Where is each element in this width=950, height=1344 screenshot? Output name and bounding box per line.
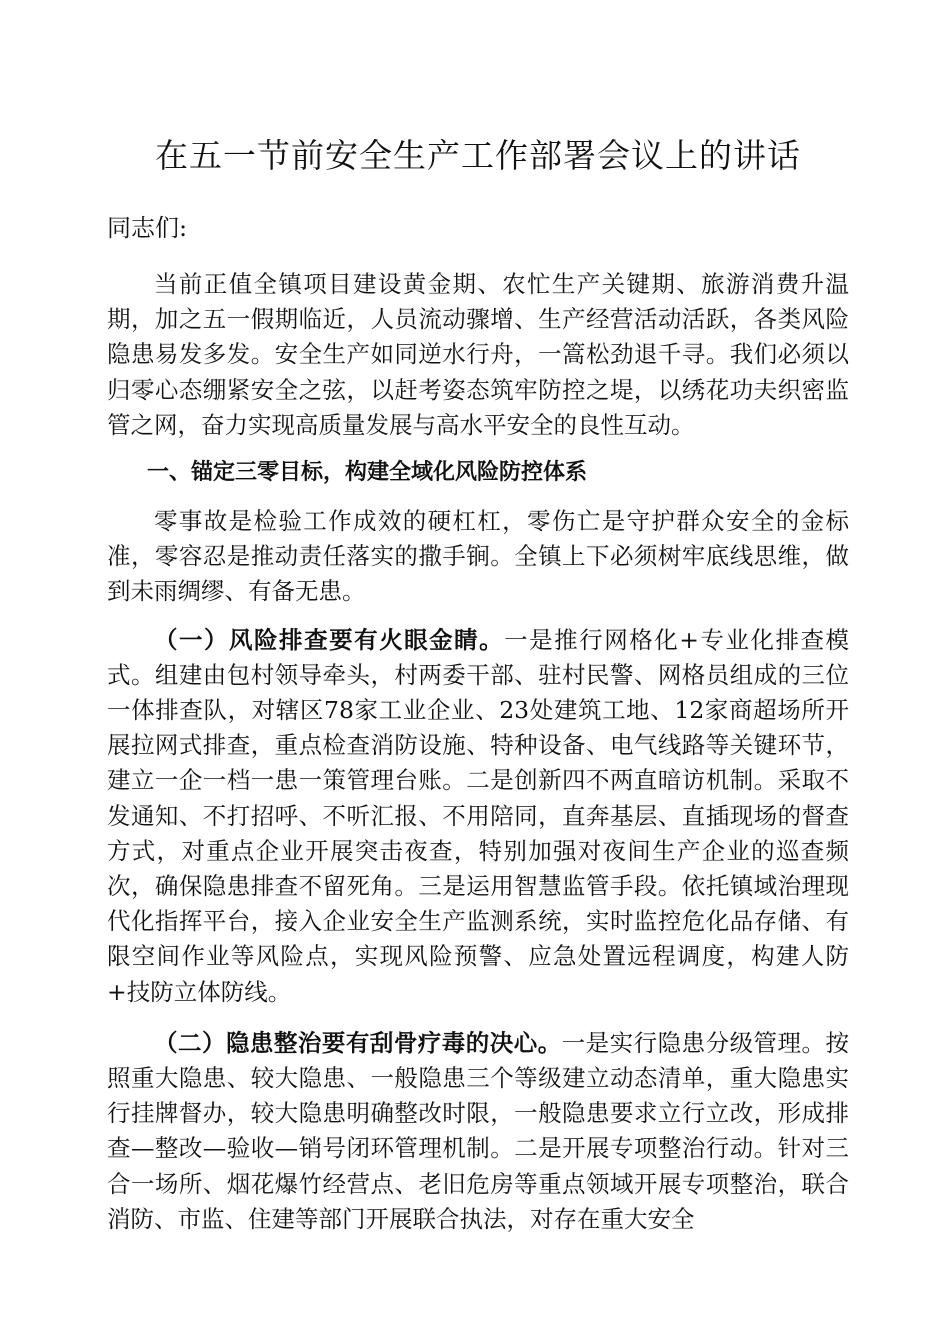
subsection-1-lead: （一）风险排查要有火眼金睛。 [154, 625, 505, 654]
intro-paragraph: 当前正值全镇项目建设黄金期、农忙生产关键期、旅游消费升温期，加之五一假期临近，人员流动骤增、生产经营活动活跃，各类风险隐患易发多发。安全生产如同逆水行舟，一篙松劲退千寻。我们必须以归零心态绷紧安全之弦，以赶考姿态筑牢防控之堤，以绣花功夫织密监管之网，奋力实现高质量发展与高水平安全的良性互动。 [107, 270, 849, 439]
greeting: 同志们: [107, 214, 188, 242]
subsection-2-lead: （二）隐患整治要有刮骨疗毒的决心。 [154, 1028, 562, 1057]
subsection-2-paragraph [107, 1026, 849, 1237]
subsection-2-body: 一是实行隐患分级管理。按照重大隐患、较大隐患、一般隐患三个等级建立动态清单，重大隐患实行挂牌督办，较大隐患明确整改时限，一般隐患要求立行立改，形成排查—整改—验收—销号闭环管理机制。二是开展专项整治行动。针对三合一场所、烟花爆竹经营点、老旧危房等重点领域开展专项整治，联合消防、市监、住建等部门开展联合执法，对存在重大安全 [107, 1028, 850, 1233]
subsection-1-paragraph [107, 623, 849, 1010]
subsection-1-body: 一是推行网格化+专业化排查模式。组建由包村领导牵头，村两委干部、驻村民警、网格员组成的三位一体排查队，对辖区78家工业企业、23处建筑工地、12家商超场所开展拉网式排查，重点检查消防设施、特种设备、电气线路等关键环节，建立一企一档一患一策管理台账。二是创新四不两直暗访机制。采取不发通知、不打招呼、不听汇报、不用陪同，直奔基层、直插现场的督查方式，对重点企业开展突击夜查，特别加强对夜间生产企业的巡查频次，确保隐患排查不留死角。三是运用智慧监管手段。依托镇域治理现代化指挥平台，接入企业安全生产监测系统，实时监控危化品存储、有限空间作业等风险点，实现风险预警、应急处置远程调度，构建人防+技防立体防线。 [107, 625, 849, 1006]
document-title: 在五一节前安全生产工作部署会议上的讲话 [155, 136, 801, 175]
section-1-heading: 一、锚定三零目标，构建全域化风险防控体系 [147, 460, 588, 486]
section-1-intro-paragraph: 零事故是检验工作成效的硬杠杠，零伤亡是守护群众安全的金标准，零容忍是推动责任落实的撒手锏。全镇上下必须树牢底线思维，做到未雨绸缪、有备无患。 [107, 507, 849, 606]
document-page [107, 0, 849, 1237]
